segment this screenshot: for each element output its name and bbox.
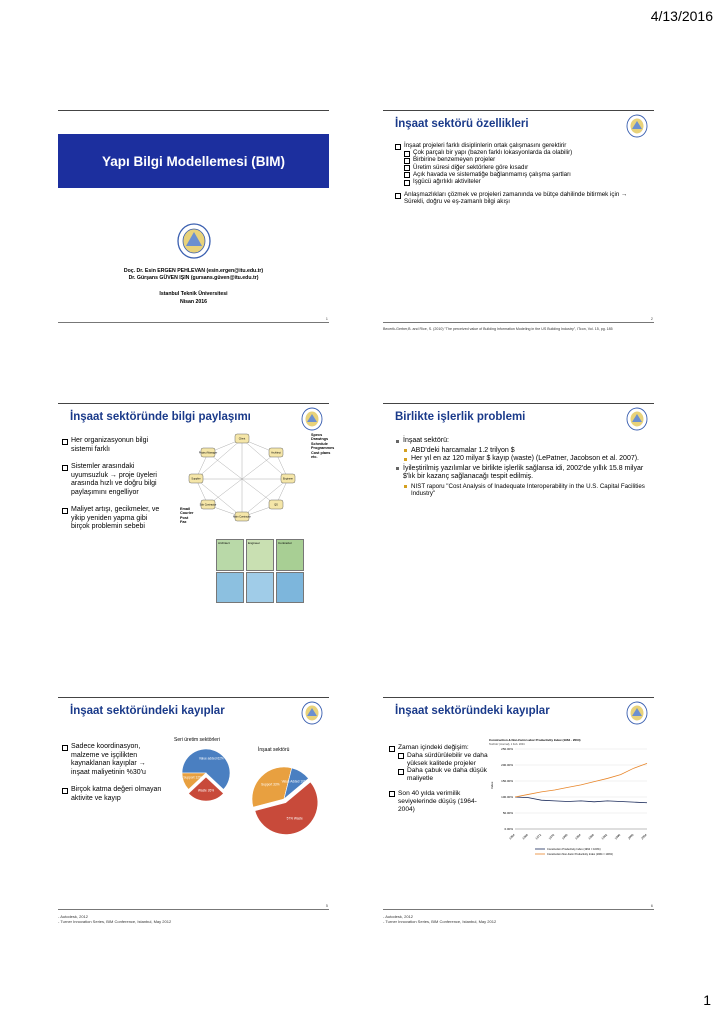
- x-tick-label: 1968: [521, 832, 529, 841]
- x-tick-label: 1972: [534, 832, 543, 841]
- node-label: Client: [238, 437, 246, 441]
- y-tick-label: 100.00%: [501, 795, 513, 799]
- slide-3: [58, 403, 335, 616]
- sub-bullet: ABD'deki harcamalar 1.2 trilyon $: [403, 447, 645, 456]
- node-label: Main Contractor: [233, 515, 251, 519]
- slide-bottom-rule: [383, 909, 654, 910]
- slide-number: 2: [650, 316, 653, 321]
- bullet: Birçok katma değeri olmayan aktivite ve kayıp: [62, 786, 166, 803]
- sub-bullet: Daha çabuk ve daha düşük maliyetle: [398, 767, 489, 783]
- waste-pie-charts: [166, 747, 326, 857]
- bullet: Sistemler arasındaki uyumsuzluk → proje üyeleri arasında hızlı ve doğru bilgi paylaşımını engelliyor: [62, 463, 166, 497]
- university-seal-logo: [626, 114, 648, 138]
- university-seal-logo: [176, 222, 212, 260]
- slide-title: İnşaat sektörü özellikleri: [395, 118, 529, 130]
- sub-bullet: NIST raporu "Cost Analysis of Inadequate Interoperability in the U.S. Capital Facilities Industry": [403, 483, 645, 498]
- node-label: QS: [274, 503, 278, 507]
- node-label: Engineer: [282, 477, 294, 481]
- panel-architect: Architect: [216, 539, 244, 571]
- sub-bullet: Üretim süresi diğer sektörlere göre kısadır: [404, 164, 645, 171]
- slide-title: Yapı Bilgi Modellemesi (BIM): [101, 153, 286, 169]
- slide-body: [395, 437, 645, 498]
- sub-bullet: Işgücü ağırlıklı aktiviteler: [404, 178, 645, 185]
- legend-label: Construction Productivity Index (1964 = 100%): [547, 848, 601, 851]
- sub-bullet: Çok parçalı bir yapı (bazen farklı lokasyonlarda da olabilir): [404, 149, 645, 156]
- chart-title: Construction & Non-Farm Labor Productivity Index (1964 - 2004): [489, 738, 581, 742]
- university-seal-logo: [301, 701, 323, 725]
- bullet: Her organizasyonun bilgi sistemi farklı: [62, 437, 166, 454]
- x-tick-label: 1988: [587, 832, 595, 841]
- bullet: Maliyet artışı, gecikmeler, ve yikip yeniden yapma gibi birçok problemin sebebi: [62, 506, 166, 532]
- slide-title: İnşaat sektöründeki kayıplar: [70, 705, 225, 717]
- bullet-point-1: İnşaat sektörü: ABD'deki harcamalar 1.2 trilyon $ Her yıl en az 120 milyar $ kayıp (waste) (LePatner, Jacobson et al. 2007).: [395, 437, 645, 464]
- pie2-slice-label: 57% Waste: [286, 816, 303, 821]
- pie2-slice-label: Support 33%: [261, 782, 280, 787]
- university-seal-logo: [626, 407, 648, 431]
- node-label: Architect: [271, 451, 281, 455]
- bullet-point-1: Zaman içindeki değişim: Daha sürdürülebilir ve daha yüksek kalitede projeler Daha çabuk ve daha düşük maliyetle: [389, 744, 489, 783]
- slide-body: [389, 744, 489, 813]
- university-seal-logo: [626, 701, 648, 725]
- bullet-intro: İnşaat projeleri farklı disiplinlerin ortak çalışmasını gerektirir Çok parçalı bir yapı (bazen farklı lokasyonlarda da olabilir) Birbirine benzemeyen projeler Üretim süresi diğer sektörlere göre kısadır Açık havada ve sistematiğe bağlanmamış çalışma şartları Işgücü ağırlıklı aktiviteler: [395, 142, 645, 185]
- title-banner: [58, 134, 329, 188]
- legend-label: Construction Non-Farm Productivity Index (1964 = 100%): [547, 853, 613, 856]
- slide-6: [383, 697, 654, 924]
- x-tick-label: 1976: [547, 832, 556, 841]
- slide-title: Birlikte işlerlik problemi: [395, 411, 526, 423]
- slide-bottom-rule: [383, 322, 654, 323]
- slide-bottom-rule: [58, 322, 329, 323]
- page-number: 1: [703, 992, 711, 1008]
- x-tick-label: 1996: [613, 832, 622, 841]
- productivity-line-chart: [487, 737, 653, 867]
- presentation-date: Nisan 2016: [179, 299, 208, 305]
- slide-bottom-rule: [58, 909, 329, 910]
- page-date: 4/13/2016: [650, 8, 713, 24]
- footnotes: - Autodesk, 2012 - Turner Innovation Series, BIM Conference, Istanbul, May 2012: [58, 914, 172, 924]
- footnotes: - Autodesk, 2012 - Turner Innovation Series, BIM Conference, Istanbul, May 2012: [383, 914, 497, 924]
- slide-top-rule: [383, 110, 654, 111]
- panel-engineer: Engineer: [246, 539, 274, 571]
- diagram-note-right: Specs Drawings Schedule Programmes Cost plans etc.: [311, 433, 335, 460]
- panel-office-3: [276, 572, 304, 603]
- sub-bullet: Daha sürdürülebilir ve daha yüksek kalitede projeler: [398, 752, 489, 768]
- chart-subtitle: Teicholz (Journal), 1 Feb. 2004: [489, 743, 525, 746]
- y-tick-label: 0.00%: [504, 827, 513, 831]
- node-label: Supplier: [191, 477, 201, 481]
- author-1: Doç. Dr. Esin ERGEN PEHLEVAN (esin.ergen@itu.edu.tr): [123, 268, 264, 274]
- x-tick-label: 1964: [508, 832, 516, 841]
- series-line: [515, 797, 647, 803]
- slide-number: 5: [325, 903, 328, 908]
- bullet-point-2: Son 40 yılda verimilik seviyelerinde düşüş (1964-2004): [389, 790, 489, 813]
- sub-bullet: Birbirine benzemeyen projeler: [404, 156, 645, 163]
- slide-body: [62, 743, 166, 804]
- series-line: [515, 763, 647, 797]
- x-tick-label: 1992: [600, 832, 609, 841]
- node-label: Sub Contractor: [199, 503, 217, 507]
- y-axis-label: Index: [490, 781, 494, 789]
- slide-body: [395, 142, 645, 206]
- slide-top-rule: [383, 403, 654, 404]
- sub-bullet: Açık havada ve sistematiğe bağlanmamış çalışma şartları: [404, 171, 645, 178]
- reference: Becerik-Gerber,B. and Rice, S. (2010) "The perceived value of Building Information Modeling in the US Building Industry", ITcon, Vol. 15, pg. 185: [383, 327, 613, 331]
- pie1-slice-label: Value added 62%: [198, 756, 224, 761]
- pie1-slice-label: Support 12%: [183, 775, 202, 780]
- panel-contractor: Contractor: [276, 539, 304, 571]
- diagram-note-left: Email Courier Post Fax: [180, 507, 194, 525]
- slide-4: [383, 403, 654, 616]
- pie2-slice: [252, 767, 292, 807]
- node-label: Project Manager: [198, 451, 218, 455]
- slide-2: [383, 110, 654, 331]
- panel-office-1: [216, 572, 244, 603]
- y-tick-label: 200.00%: [501, 763, 513, 767]
- x-tick-label: 1980: [560, 832, 569, 841]
- sub-bullet: Her yıl en az 120 milyar $ kayıp (waste) (LePatner, Jacobson et al. 2007).: [403, 455, 645, 464]
- x-tick-label: 2000: [626, 832, 635, 841]
- author-2: Dr. Gürşans GÜVEN IŞIN (gursans.güven@itu.edu.tr): [128, 275, 259, 281]
- bullet-point-2: Anlaşmazlıkları çözmek ve projeleri zamanında ve bütçe dahilinde bitirmek için → Sürekli, doğru ve eş-zamanlı bilgi akışı: [395, 191, 645, 205]
- university-name: Istanbul Teknik Üniversitesi: [159, 291, 228, 297]
- y-tick-label: 150.00%: [501, 779, 513, 783]
- slide-number: 6: [650, 903, 653, 908]
- slide-number: 1: [325, 316, 328, 321]
- slide-title: İnşaat sektöründe bilgi paylaşımı: [70, 411, 251, 423]
- slide-5: [58, 697, 329, 924]
- slide-title: İnşaat sektöründeki kayıplar: [395, 705, 550, 717]
- pie1-label: Seri üretim sektörleri: [174, 737, 220, 743]
- slide-1: [58, 110, 329, 323]
- slide-top-rule: [58, 403, 329, 404]
- bullet: Sadece koordinasyon, malzeme ve işçilikten kaynaklanan kayıplar → inşaat maliyetinin %30'u: [62, 743, 166, 777]
- pie2-label: İnşaat sektörü: [258, 747, 290, 753]
- information-sharing-diagram: [178, 427, 306, 527]
- slide-body: [62, 437, 166, 532]
- y-tick-label: 250.00%: [501, 747, 513, 751]
- slide-top-rule: [58, 697, 329, 698]
- slide-top-rule: [58, 110, 329, 111]
- illustration-panels: [216, 539, 304, 603]
- y-tick-label: 50.00%: [502, 811, 513, 815]
- x-tick-label: 2004: [640, 832, 648, 841]
- bullet-point-2: İyileştirilmiş yazılımlar ve birlikte işlerlik sağlansa idi, 2002'de yıllık 15.8 milyar $'lık bir kazanç sağlanacağı tespit edilmiş. NIST raporu "Cost Analysis of Inadequate Interoperability in the U.S. Capital Facilities Industry": [395, 465, 645, 498]
- panel-office-2: [246, 572, 274, 603]
- pie2-slice-label: Value Added 10%: [281, 779, 307, 784]
- x-tick-label: 1984: [574, 832, 582, 841]
- pie1-slice-label: Waste 26%: [197, 788, 215, 793]
- slide-top-rule: [383, 697, 654, 698]
